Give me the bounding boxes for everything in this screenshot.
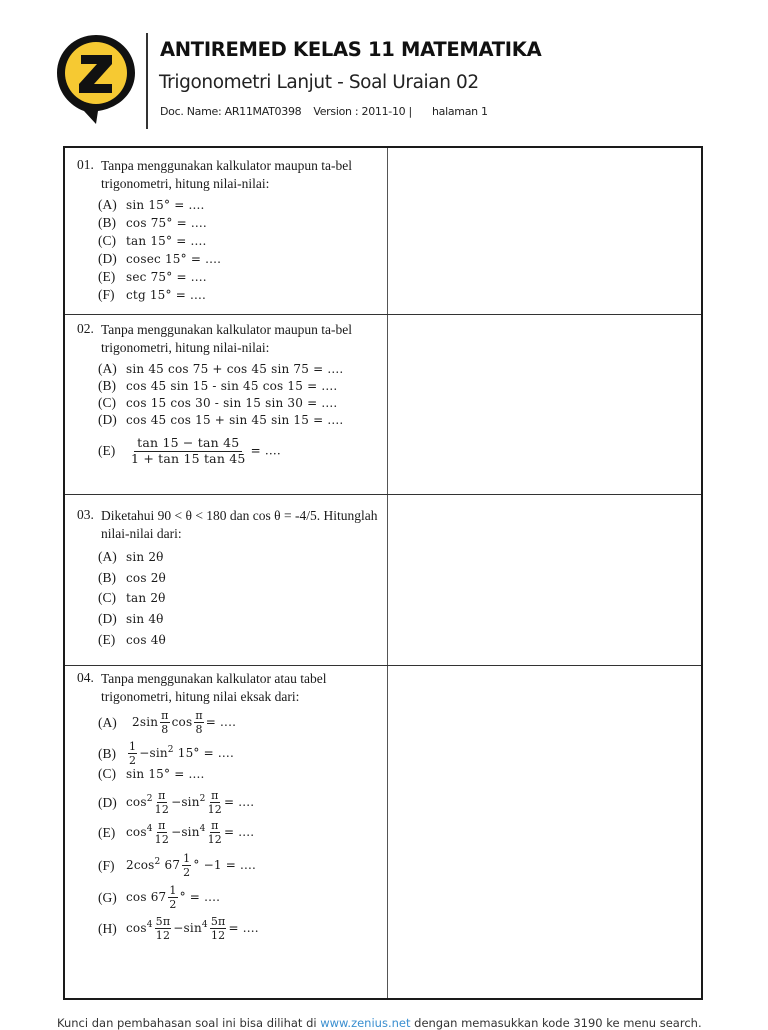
numerator: π (158, 789, 166, 802)
list-item (98, 766, 205, 782)
numerator: 5π (155, 915, 171, 928)
numerator: 1 (183, 852, 191, 865)
fraction (210, 916, 227, 941)
item-expression: cos 15 cos 30 - sin 15 sin 30 = .... (126, 396, 338, 410)
expr-part: = .... (224, 795, 255, 809)
question-text: Tanpa menggunakan kalkulator maupun ta-bel trigonometri, hitung nilai-nilai: (101, 322, 352, 355)
list-item (98, 853, 256, 878)
fraction (168, 885, 177, 910)
item-label: (E) (98, 632, 116, 647)
item-expression: sec 75° = .... (126, 270, 207, 284)
document-subtitle: Trigonometri Lanjut - Soal Uraian 02 (159, 72, 479, 93)
item-label: (A) (98, 549, 117, 564)
numerator: 1 (129, 740, 137, 753)
list-item (98, 710, 236, 735)
list-item (98, 251, 221, 267)
list-item (98, 378, 337, 394)
item-expression: sin 4θ (126, 612, 164, 626)
expr-part: = .... (224, 825, 255, 839)
doc-version: Version : 2011-10 | (313, 105, 412, 118)
item-expression (132, 710, 236, 735)
item-expression (126, 820, 254, 845)
item-label: (D) (98, 251, 117, 266)
fraction (182, 853, 191, 878)
expr-part: −sin (171, 795, 200, 809)
fraction (160, 710, 169, 735)
numerator: π (158, 819, 166, 832)
item-label: (C) (98, 766, 116, 781)
denominator: 12 (210, 929, 226, 942)
answer-cell[interactable] (387, 666, 701, 998)
denominator: 1 + tan 15 tan 45 (131, 450, 246, 466)
list-item (98, 741, 234, 766)
expr-part: 2sin (132, 715, 159, 729)
list-item (98, 233, 207, 249)
item-expression (126, 437, 281, 465)
expr-part: cos 67 (126, 890, 167, 904)
list-item (98, 412, 343, 428)
expr-part: ° = .... (179, 890, 221, 904)
footer-text: dengan memasukkan kode 3190 ke menu search. (410, 1016, 702, 1030)
item-expression: cos 2θ (126, 571, 166, 585)
expr-part: cos (126, 921, 147, 935)
fraction (208, 790, 222, 815)
list-item (98, 269, 207, 285)
question-row-03 (65, 495, 701, 666)
item-expression (126, 916, 259, 941)
fraction (128, 437, 249, 465)
item-label: (D) (98, 412, 117, 427)
question-text: Tanpa menggunakan kalkulator atau tabel trigonometri, hitung nilai eksak dari: (101, 671, 327, 704)
item-label: (D) (98, 611, 117, 626)
item-expression (126, 790, 254, 815)
item-label: (E) (98, 443, 116, 458)
item-expression: ctg 15° = .... (126, 288, 207, 302)
numerator: π (211, 819, 219, 832)
zenius-logo-icon (54, 32, 138, 126)
document-title: ANTIREMED KELAS 11 MATEMATIKA (160, 38, 542, 61)
item-expression: tan 2θ (126, 591, 166, 605)
question-number: 01. (77, 157, 94, 172)
exponent: 4 (146, 920, 153, 930)
expr-part: 15° = .... (177, 746, 234, 760)
list-item (98, 549, 164, 565)
list-item (98, 590, 166, 606)
list-item (98, 361, 343, 377)
item-expression (126, 853, 256, 878)
expr-part: −sin (173, 921, 202, 935)
document-meta (160, 105, 500, 118)
item-label: (C) (98, 590, 116, 605)
item-expression: cos 4θ (126, 633, 166, 647)
doc-name: Doc. Name: AR11MAT0398 (160, 105, 302, 118)
exponent: 2 (146, 794, 153, 804)
answer-cell[interactable] (387, 315, 701, 494)
exponent: 2 (154, 857, 161, 867)
denominator: 8 (161, 723, 169, 736)
item-label: (D) (98, 794, 117, 810)
item-label: (B) (98, 570, 116, 585)
item-label: (B) (98, 378, 116, 393)
expr-part: ° −1 = .... (193, 858, 257, 872)
fraction (155, 916, 172, 941)
item-expression (126, 741, 234, 766)
item-expression: sin 15° = .... (126, 198, 205, 212)
list-item (98, 215, 207, 231)
numerator: π (211, 789, 219, 802)
fraction (155, 820, 169, 845)
expr-part: 2cos (126, 858, 155, 872)
list-item (98, 916, 259, 941)
list-item (98, 820, 254, 845)
question-number: 02. (77, 321, 94, 336)
header-divider (146, 33, 148, 129)
item-expression: cos 45 cos 15 + sin 45 sin 15 = .... (126, 413, 344, 427)
exponent: 2 (167, 745, 174, 755)
exponent: 2 (199, 794, 206, 804)
list-item (98, 885, 220, 910)
item-label: (H) (98, 920, 117, 936)
item-label: (E) (98, 269, 116, 284)
question-cell (65, 666, 387, 998)
expr-part: −sin (139, 746, 168, 760)
expr-tail: = .... (250, 443, 281, 458)
list-item (98, 395, 337, 411)
denominator: 2 (183, 866, 191, 879)
fraction (155, 790, 169, 815)
page-number: halaman 1 (431, 105, 488, 118)
denominator: 12 (207, 833, 222, 846)
denominator: 12 (155, 929, 171, 942)
denominator: 8 (195, 723, 203, 736)
question-row-01 (65, 148, 701, 315)
question-number: 03. (77, 507, 94, 522)
footer-note (57, 1016, 702, 1030)
list-item (98, 611, 164, 627)
item-expression: sin 15° = .... (126, 767, 205, 781)
expr-part: −sin (171, 825, 200, 839)
fraction (208, 820, 222, 845)
numerator: 1 (169, 884, 177, 897)
footer-link[interactable]: www.zenius.net (320, 1016, 411, 1030)
exponent: 4 (199, 824, 206, 834)
numerator: π (161, 709, 169, 722)
item-label: (C) (98, 233, 116, 248)
fraction (194, 710, 203, 735)
denominator: 12 (207, 803, 222, 816)
item-expression: cosec 15° = .... (126, 252, 222, 266)
item-label: (B) (98, 215, 116, 230)
item-expression: sin 45 cos 75 + cos 45 sin 75 = .... (126, 362, 344, 376)
item-label: (F) (98, 287, 115, 302)
answer-cell[interactable] (387, 495, 701, 665)
item-label: (F) (98, 857, 115, 873)
numerator: tan 15 − tan 45 (134, 437, 242, 452)
exponent: 4 (201, 920, 208, 930)
item-expression: cos 45 sin 15 - sin 45 cos 15 = .... (126, 379, 338, 393)
denominator: 2 (169, 898, 177, 911)
item-label: (C) (98, 395, 116, 410)
document-header (0, 0, 768, 140)
expr-part: = .... (205, 715, 237, 729)
numerator: 5π (210, 915, 226, 928)
item-label: (G) (98, 889, 117, 905)
list-item (98, 197, 205, 213)
question-cell (65, 495, 387, 665)
expr-part: cos (171, 715, 193, 729)
item-label: (B) (98, 745, 116, 761)
question-text: Tanpa menggunakan kalkulator maupun ta-bel trigonometri, hitung nilai-nilai: (101, 158, 352, 191)
numerator: π (195, 709, 203, 722)
footer-text: Kunci dan pembahasan soal ini bisa dilihat di (57, 1016, 321, 1030)
item-label: (A) (98, 197, 117, 212)
fraction (128, 741, 137, 766)
item-expression: sin 2θ (126, 550, 164, 564)
denominator: 12 (154, 803, 170, 816)
question-table (63, 146, 703, 1000)
exponent: 4 (146, 824, 153, 834)
denominator: 12 (154, 833, 170, 846)
question-cell (65, 315, 387, 494)
question-row-02 (65, 315, 701, 495)
list-item (98, 437, 281, 465)
list-item (98, 632, 166, 648)
item-label: (A) (98, 714, 117, 730)
expr-part: 67 (164, 858, 181, 872)
item-expression: cos 75° = .... (126, 216, 207, 230)
question-row-04 (65, 666, 701, 998)
question-text: Diketahui 90 < θ < 180 dan cos θ = -4/5. Hitunglah nilai-nilai dari: (101, 508, 378, 541)
denominator: 2 (129, 754, 137, 767)
item-label: (E) (98, 824, 116, 840)
expr-part: cos (126, 795, 147, 809)
item-expression: tan 15° = .... (126, 234, 207, 248)
item-expression (126, 885, 220, 910)
answer-cell[interactable] (387, 148, 701, 314)
question-number: 04. (77, 670, 94, 685)
list-item (98, 790, 254, 815)
question-cell (65, 148, 387, 314)
list-item (98, 287, 206, 303)
expr-part: cos (126, 825, 147, 839)
list-item (98, 570, 166, 586)
expr-part: = .... (228, 921, 259, 935)
item-label: (A) (98, 361, 117, 376)
